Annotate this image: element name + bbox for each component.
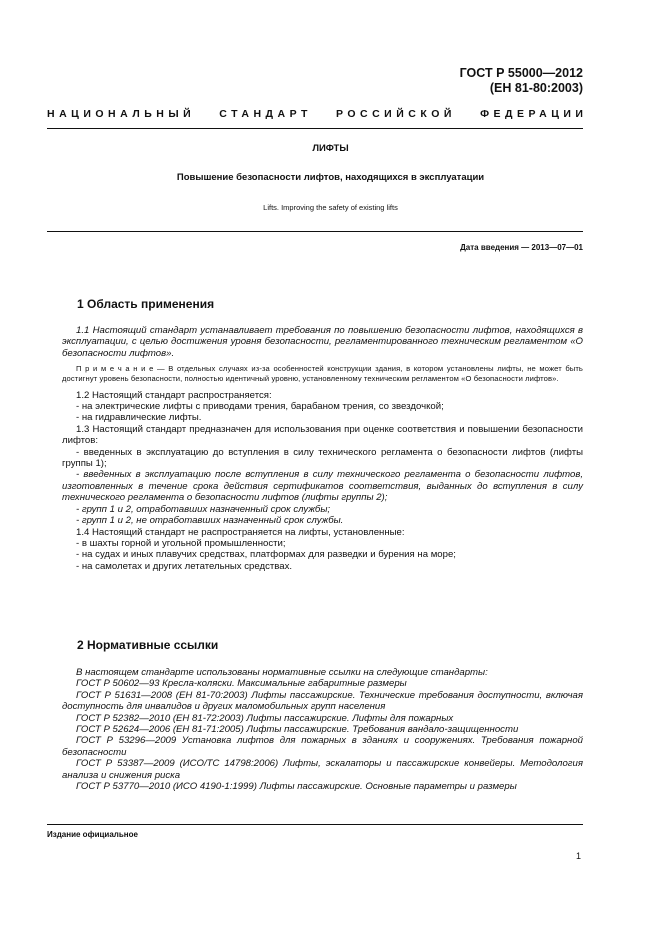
section-2-body [62, 667, 583, 792]
standard-designation [460, 66, 583, 96]
section-1-body [62, 325, 583, 572]
list-item: - на судах и иных плавучих средствах, платформах для разведки и бурения на море; [76, 549, 456, 561]
official-edition-label: Издание официальное [47, 830, 138, 839]
reference-item: ГОСТ Р 50602—93 Кресла-коляски. Максимальные габаритные размеры [76, 678, 407, 690]
reference-item: ГОСТ Р 53770—2010 (ИСО 4190-1:1999) Лифты пассажирские. Основные параметры и размеры [76, 781, 517, 793]
reference-item: ГОСТ Р 52624—2006 (ЕН 81-71:2005) Лифты пассажирские. Требования вандало-защищенности [76, 724, 519, 736]
section-2-heading: 2 Нормативные ссылки [77, 638, 219, 652]
banner-word: СТАНДАРТ [219, 108, 312, 120]
document-subtitle: Повышение безопасности лифтов, находящихся в эксплуатации [176, 172, 485, 183]
list-item: - на гидравлические лифты. [76, 412, 202, 424]
paragraph-1-4: 1.4 Настоящий стандарт не распространяется на лифты, установленные: [76, 526, 405, 538]
list-item: - на электрические лифты с приводами трения, барабаном трения, со звездочкой; [76, 401, 444, 413]
banner-word: РОССИЙСКОЙ [335, 108, 456, 120]
banner-word: НАЦИОНАЛЬНЫЙ [47, 108, 196, 120]
document-title: ЛИФТЫ [312, 143, 349, 154]
paragraph-1-2: 1.2 Настоящий стандарт распространяется: [76, 389, 272, 401]
reference-item: ГОСТ Р 53387—2009 (ИСО/ТС 14798:2006) Лифты, эскалаторы и пассажирские конвейеры. Методология анализа и снижения риска [62, 758, 583, 781]
introduction-date: Дата введения — 2013—07—01 [460, 243, 583, 252]
gost-code: ГОСТ Р 55000—2012 [459, 66, 583, 80]
reference-item: ГОСТ Р 52382—2010 (ЕН 81-72:2003) Лифты пассажирские. Лифты для пожарных [76, 712, 454, 724]
list-item: - введенных в эксплуатацию после вступления в силу технического регламента о безопасности лифтов, изготовленных в течение срока действия сертификатов соответствия, выданных до вступления в силу технического регламента о безопасности лифтов (лифты группы 2); [62, 469, 583, 504]
title-divider [47, 231, 583, 232]
list-item: - групп 1 и 2, не отработавших назначенный срок службы. [76, 515, 344, 527]
list-item: - на самолетах и других летательных средствах. [76, 560, 293, 572]
banner-word: ФЕДЕРАЦИИ [480, 108, 588, 120]
list-item: - групп 1 и 2, отработавших назначенный срок службы; [76, 503, 331, 515]
footer-divider [47, 824, 583, 825]
paragraph-1-1: 1.1 Настоящий стандарт устанавливает требования по повышению безопасности лифтов, находящихся в эксплуатации, с целью достижения уровня безопасности, регламентированного техническим регламентом «О безопасности лифтов». [62, 325, 583, 359]
list-item: - введенных в эксплуатацию до вступления в силу технического регламента о безопасности лифтов (лифты группы 1); [62, 446, 583, 470]
reference-item: ГОСТ Р 51631—2008 (ЕН 81-70:2003) Лифты пассажирские. Технические требования доступности, включая доступность для инвалидов и других маломобильных групп населения [62, 689, 583, 713]
header-divider [47, 128, 583, 129]
national-standard-banner [47, 108, 588, 120]
en-code: (ЕН 81-80:2003) [489, 81, 583, 95]
list-item: - в шахты горной и угольной промышленности; [76, 537, 286, 549]
reference-item: ГОСТ Р 53296—2009 Установка лифтов для пожарных в зданиях и сооружениях. Требования пожарной безопасности [62, 735, 583, 758]
section-1-heading: 1 Область применения [77, 297, 215, 311]
english-title: Lifts. Improving the safety of existing lifts [263, 203, 398, 212]
references-intro: В настоящем стандарте использованы нормативные ссылки на следующие стандарты: [76, 667, 488, 678]
page-number: 1 [575, 851, 581, 861]
note: П р и м е ч а н и е — В отдельных случаях из-за особенностей конструкции здания, в котором установлены лифты, не может быть достигнут уровень безопасности, полностью идентичный уровню, установленному техническим регламентом «О безопасности лифтов». [62, 364, 583, 384]
paragraph-1-3: 1.3 Настоящий стандарт предназначен для использования при оценке соответствия и повышении безопасности лифтов: [62, 423, 583, 447]
